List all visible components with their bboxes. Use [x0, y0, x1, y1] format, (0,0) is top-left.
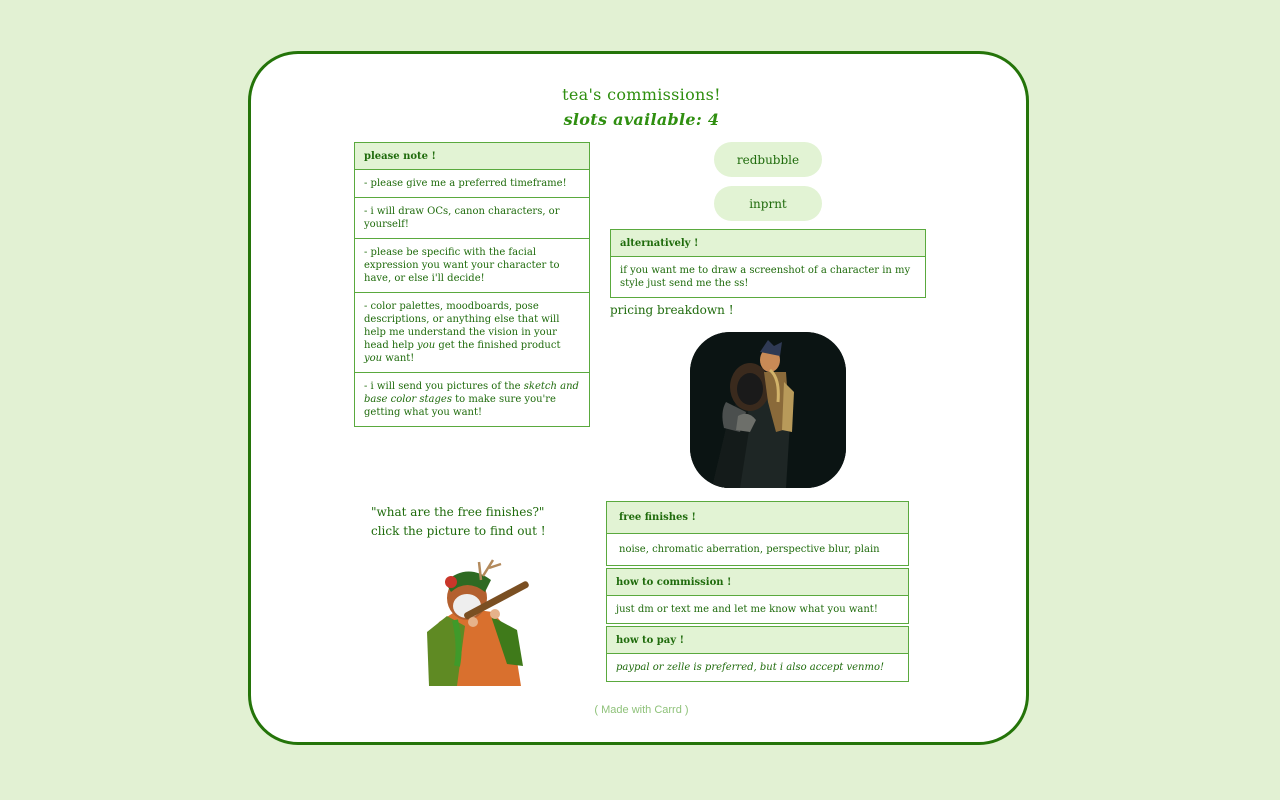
dark-knight-illustration — [690, 332, 846, 488]
free-finishes-box — [606, 501, 909, 566]
redbubble-button[interactable]: redbubble — [714, 142, 822, 177]
note-text: - color palettes, moodboards, pose descriptions, or anything else that will help me understand the vision in your head help — [364, 301, 560, 351]
how-to-pay-box — [606, 626, 909, 682]
note-item-expression: - please be specific with the facial expression you want your character to have, or else i'll decide! — [355, 239, 589, 293]
made-with-carrd-link[interactable]: ( Made with Carrd ) — [594, 704, 689, 716]
note-text: - i will send you pictures of the — [364, 381, 524, 392]
alternatively-box — [610, 229, 926, 298]
note-text: get the finished product — [435, 340, 561, 351]
note-text: to make sure you're getting what you want! — [364, 394, 556, 418]
note-item-characters: - i will draw OCs, canon characters, or yourself! — [355, 198, 589, 239]
alternatively-heading: alternatively ! — [611, 230, 925, 257]
page-title: tea's commissions! — [562, 85, 721, 104]
alternatively-body: if you want me to draw a screenshot of a character in my style just send me the ss! — [620, 265, 911, 289]
free-finishes-image[interactable] — [421, 556, 537, 686]
slots-available: slots available: 4 — [563, 110, 720, 129]
note-item-references — [355, 293, 589, 373]
how-to-commission-body: just dm or text me and let me know what you want! — [616, 604, 878, 615]
note-text: want! — [382, 353, 415, 364]
how-to-commission-box — [606, 568, 909, 624]
please-note-heading: please note ! — [355, 143, 589, 170]
note-emphasis: you — [417, 340, 436, 351]
please-note-box — [354, 142, 590, 427]
free-finishes-hint: click the picture to find out ! — [371, 524, 546, 538]
pricing-breakdown-label: pricing breakdown ! — [610, 303, 734, 317]
note-emphasis: you — [364, 353, 383, 364]
how-to-commission-heading: how to commission ! — [607, 569, 908, 596]
how-to-pay-heading: how to pay ! — [607, 627, 908, 654]
how-to-pay-body: paypal or zelle is preferred, but i also accept venmo! — [616, 662, 884, 673]
free-finishes-body: noise, chromatic aberration, perspective blur, plain — [619, 544, 880, 555]
note-item-timeframe: - please give me a preferred timeframe! — [355, 170, 589, 198]
free-finishes-heading: free finishes ! — [607, 502, 908, 534]
note-item-progress — [355, 373, 589, 426]
pricing-breakdown-image[interactable] — [690, 332, 846, 488]
free-finishes-question: "what are the free finishes?" — [371, 505, 545, 519]
green-man-flute-illustration — [421, 556, 537, 686]
inprnt-button[interactable]: inprnt — [714, 186, 822, 221]
note-emphasis: sketch and base color stages — [364, 381, 579, 405]
commission-card — [248, 51, 1029, 745]
